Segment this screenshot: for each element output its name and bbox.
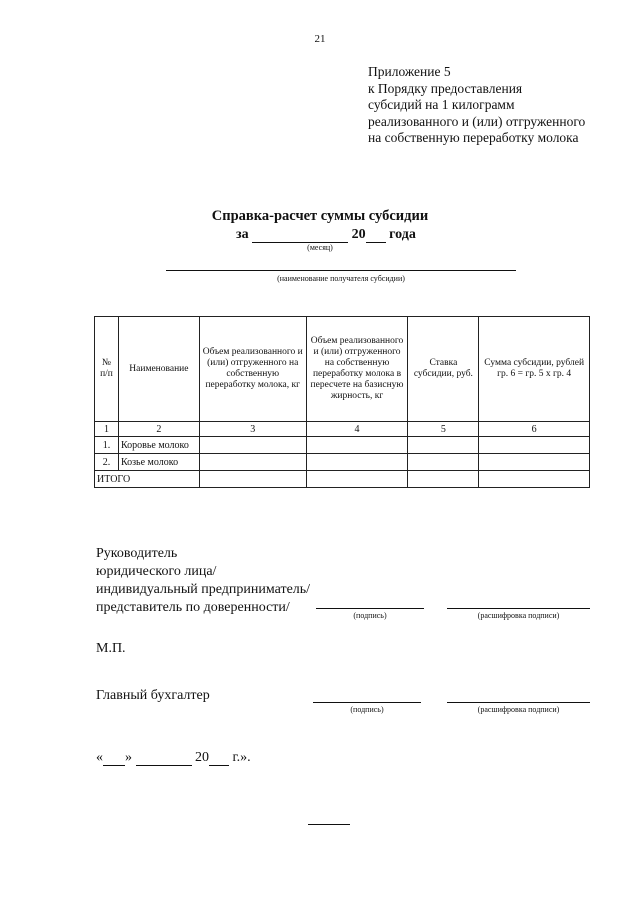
base-fat-volume-cell[interactable] (306, 437, 408, 454)
header-cell: Объем реализованного и (или) отгруженного на собственную переработку молока в пересчете на базисную жирность, кг (306, 317, 408, 422)
amount-cell[interactable] (479, 437, 590, 454)
total-label: ИТОГО (95, 471, 200, 488)
appendix-line: субсидий на 1 килограмм (368, 97, 515, 112)
total-base-fat-volume-cell[interactable] (306, 471, 408, 488)
volume-cell[interactable] (199, 454, 306, 471)
date-suffix: г.». (232, 750, 251, 765)
period-prefix: за (236, 227, 249, 242)
rate-cell[interactable] (408, 437, 479, 454)
signatory-line: индивидуальный предприниматель/ (96, 582, 311, 597)
row-number: 2. (95, 454, 119, 471)
signature-line[interactable] (316, 608, 424, 609)
date-year: 20 (195, 750, 209, 765)
volume-cell[interactable] (199, 437, 306, 454)
appendix-line: к Порядку предоставления (368, 80, 523, 96)
period-line (236, 227, 416, 243)
rate-cell[interactable] (408, 454, 479, 471)
date-line (96, 750, 251, 766)
period-suffix: года (389, 227, 416, 242)
period-year: 20 (351, 227, 366, 242)
column-number-row (95, 422, 590, 437)
header-cell: Объем реализованного и (или) отгруженного на собственную переработку молока, кг (199, 317, 306, 422)
column-number: 6 (479, 422, 590, 437)
header-cell: Наименование (118, 317, 199, 422)
row-name: Коровье молоко (118, 437, 199, 454)
chief-accountant-label: Главный бухгалтер (96, 688, 210, 703)
date-close-quote: » (125, 750, 132, 765)
amount-cell[interactable] (479, 454, 590, 471)
month-blank[interactable] (252, 228, 348, 243)
recipient-name-line[interactable] (166, 270, 516, 271)
total-row (95, 471, 590, 488)
day-blank[interactable] (103, 751, 125, 766)
total-volume-cell[interactable] (199, 471, 306, 488)
table-row (95, 454, 590, 471)
footer-rule (308, 824, 350, 825)
appendix-line: Приложение 5 (368, 64, 451, 79)
chief-decode-hint: (расшифровка подписи) (477, 705, 560, 714)
chief-signature-hint: (подпись) (350, 705, 384, 714)
page-number: 21 (314, 33, 326, 45)
month-blank-date[interactable] (136, 751, 192, 766)
signatory-line: представитель по доверенности/ (96, 600, 290, 615)
year-blank-date[interactable] (209, 751, 229, 766)
table-row (95, 437, 590, 454)
base-fat-volume-cell[interactable] (306, 454, 408, 471)
document-title: Справка-расчет суммы субсидии (211, 208, 429, 224)
chief-decode-line[interactable] (447, 702, 590, 703)
year-blank[interactable] (366, 228, 386, 243)
total-rate-cell[interactable] (408, 471, 479, 488)
column-number: 3 (199, 422, 306, 437)
chief-signature-line[interactable] (313, 702, 421, 703)
appendix-block (368, 64, 585, 147)
row-name: Козье молоко (118, 454, 199, 471)
stamp-label: М.П. (96, 641, 126, 656)
header-cell: Ставка субсидии, руб. (408, 317, 479, 422)
column-number: 4 (306, 422, 408, 437)
recipient-hint: (наименование получателя субсидии) (277, 274, 405, 283)
total-amount-cell[interactable] (479, 471, 590, 488)
table-header-row (95, 317, 590, 422)
column-number: 5 (408, 422, 479, 437)
subsidy-calculation-table (94, 316, 590, 488)
column-number: 2 (118, 422, 199, 437)
appendix-line: реализованного и (или) отгруженного (368, 113, 586, 129)
row-number: 1. (95, 437, 119, 454)
signatory-line: Руководитель (96, 546, 178, 561)
header-cell: № п/п (95, 317, 119, 422)
appendix-line: на собственную переработку молока (368, 130, 579, 145)
date-open-quote: « (96, 750, 103, 765)
signature-decode-hint: (расшифровка подписи) (477, 611, 560, 620)
signatory-block (96, 545, 310, 617)
month-hint: (месяц) (307, 243, 333, 252)
column-number: 1 (95, 422, 119, 437)
signature-hint: (подпись) (353, 611, 387, 620)
signatory-line: юридического лица/ (96, 564, 217, 579)
header-cell: Сумма субсидии, рублей гр. 6 = гр. 5 х гр. 4 (479, 317, 590, 422)
signature-decode-line[interactable] (447, 608, 590, 609)
